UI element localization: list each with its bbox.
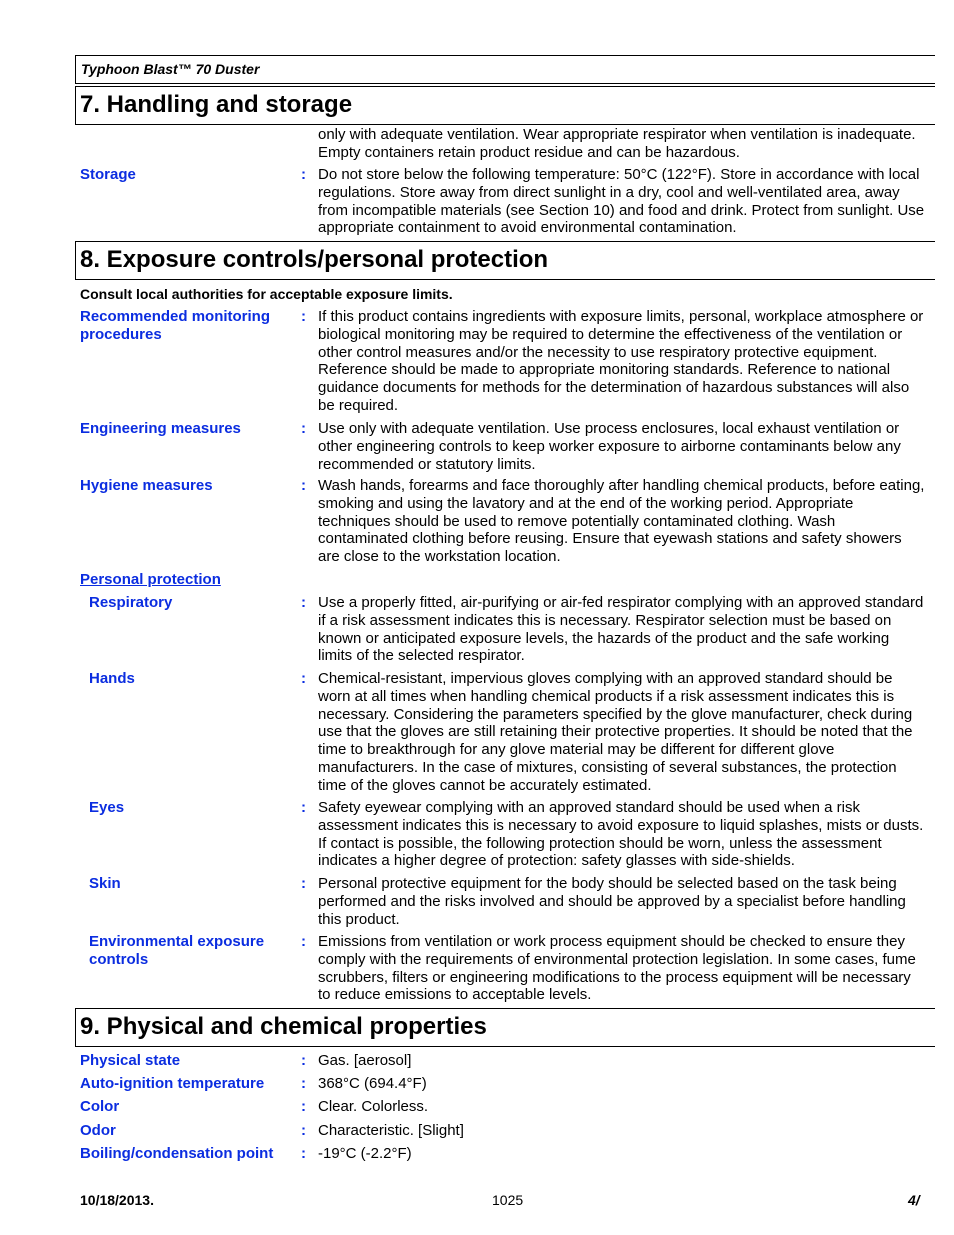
section-7-title: 7. Handling and storage bbox=[80, 91, 353, 118]
colon: : bbox=[301, 799, 306, 816]
colon: : bbox=[301, 594, 306, 611]
colon: : bbox=[301, 933, 306, 950]
section-7-header bbox=[75, 86, 935, 125]
personal-protection-link[interactable]: Personal protection bbox=[80, 571, 221, 588]
eyes-text: Safety eyewear complying with an approved standard should be used when a risk assessment indicates this is necessary to avoid exposure to liquid splashes, mists or dusts. If contact is possible, the following protection should be worn, unless the assessment indicates a higher degree of protection: safety glasses with side-shields. bbox=[318, 799, 924, 870]
odor-value: Characteristic. [Slight] bbox=[318, 1122, 464, 1139]
consult-note: Consult local authorities for acceptable exposure limits. bbox=[80, 286, 453, 302]
environmental-exposure-label: Environmental exposure controls bbox=[89, 933, 265, 968]
colon: : bbox=[301, 1075, 306, 1092]
product-name: Typhoon Blast™ 70 Duster bbox=[81, 61, 260, 77]
eyes-label: Eyes bbox=[89, 799, 125, 816]
colon: : bbox=[301, 1145, 306, 1162]
boiling-point-label: Boiling/condensation point bbox=[80, 1145, 274, 1162]
hands-label: Hands bbox=[89, 670, 135, 687]
colon: : bbox=[301, 166, 306, 183]
environmental-exposure-text: Emissions from ventilation or work process equipment should be checked to ensure they comply with the requirements of environmental protection legislation. In some cases, fume scrubbers, filters or engineering modifications to the process equipment will be necessary to reduce emissions to acceptable levels. bbox=[318, 933, 916, 1004]
respiratory-text: Use a properly fitted, air-purifying or air-fed respirator complying with an approved standard if a risk assessment indicates this is necessary. Respirator selection must be based on known or anticipated exposure levels, the hazards of the product and the safe working limits of the selected respirator. bbox=[318, 594, 924, 665]
colon: : bbox=[301, 1098, 306, 1115]
skin-text: Personal protective equipment for the body should be selected based on the task being performed and the risks involved and should be approved by a specialist before handling this product. bbox=[318, 875, 906, 928]
footer-code: 1025 bbox=[492, 1192, 524, 1208]
hygiene-measures-label: Hygiene measures bbox=[80, 477, 213, 494]
auto-ignition-label: Auto-ignition temperature bbox=[80, 1075, 265, 1092]
section-8-title: 8. Exposure controls/personal protection bbox=[80, 246, 549, 273]
respiratory-label: Respiratory bbox=[89, 594, 173, 611]
section-8-header bbox=[75, 241, 935, 280]
auto-ignition-value: 368°C (694.4°F) bbox=[318, 1075, 427, 1092]
physical-state-value: Gas. [aerosol] bbox=[318, 1052, 412, 1069]
footer-date: 10/18/2013. bbox=[80, 1192, 154, 1208]
engineering-measures-text: Use only with adequate ventilation. Use process enclosures, local exhaust ventilation or other engineering controls to keep worker exposure to airborne contaminants below any recommended or statutory limits. bbox=[318, 420, 901, 473]
colon: : bbox=[301, 1122, 306, 1139]
monitoring-procedures-label: Recommended monitoring procedures bbox=[80, 308, 271, 343]
colon: : bbox=[301, 1052, 306, 1069]
physical-state-label: Physical state bbox=[80, 1052, 181, 1069]
color-value: Clear. Colorless. bbox=[318, 1098, 429, 1115]
product-header bbox=[75, 55, 935, 84]
boiling-point-value: -19°C (-2.2°F) bbox=[318, 1145, 412, 1162]
storage-text: Do not store below the following temperature: 50°C (122°F). Store in accordance with local regulations. Store away from direct sunlight in a dry, cool and well-ventilated area, away from incompatible materials (see Section 10) and food and drink. Protect from sunlight. Use appropriate containment to avoid environmental contamination. bbox=[318, 166, 925, 237]
colon: : bbox=[301, 477, 306, 494]
footer-page-number: 4/ bbox=[908, 1192, 920, 1208]
skin-label: Skin bbox=[89, 875, 121, 892]
handling-continued-text: only with adequate ventilation. Wear appropriate respirator when ventilation is inadequate. Empty containers retain product residue and can be hazardous. bbox=[318, 126, 916, 161]
section-9-header bbox=[75, 1008, 935, 1047]
hands-text: Chemical-resistant, impervious gloves complying with an approved standard should be worn at all times when handling chemical products if a risk assessment indicates this is necessary. Considering the parameters specified by the glove manufacturer, check during use that the gloves are still retaining their protective properties. It should be noted that the time to breakthrough for any glove material may be different for different glove manufacturers. In the case of mixtures, consisting of several substances, the protection time of the gloves cannot be accurately estimated. bbox=[318, 670, 913, 794]
monitoring-procedures-text: If this product contains ingredients with exposure limits, personal, workplace atmosphere or biological monitoring may be required to determine the effectiveness of the ventilation or other control measures and/or the necessity to use respiratory protective equipment. Reference should be made to appropriate monitoring standards. Reference to national guidance documents for methods for the determination of hazardous substances will also be required. bbox=[318, 308, 924, 414]
storage-label: Storage bbox=[80, 166, 136, 183]
colon: : bbox=[301, 670, 306, 687]
color-label: Color bbox=[80, 1098, 120, 1115]
odor-label: Odor bbox=[80, 1122, 116, 1139]
colon: : bbox=[301, 308, 306, 325]
colon: : bbox=[301, 420, 306, 437]
section-9-title: 9. Physical and chemical properties bbox=[80, 1013, 487, 1040]
hygiene-measures-text: Wash hands, forearms and face thoroughly after handling chemical products, before eating, smoking and using the lavatory and at the end of the working period. Appropriate techniques should be used to remove potentially contaminated clothing. Wash contaminated clothing before reusing. Ensure that eyewash stations and safety showers are close to the workstation location. bbox=[318, 477, 925, 566]
engineering-measures-label: Engineering measures bbox=[80, 420, 241, 437]
colon: : bbox=[301, 875, 306, 892]
